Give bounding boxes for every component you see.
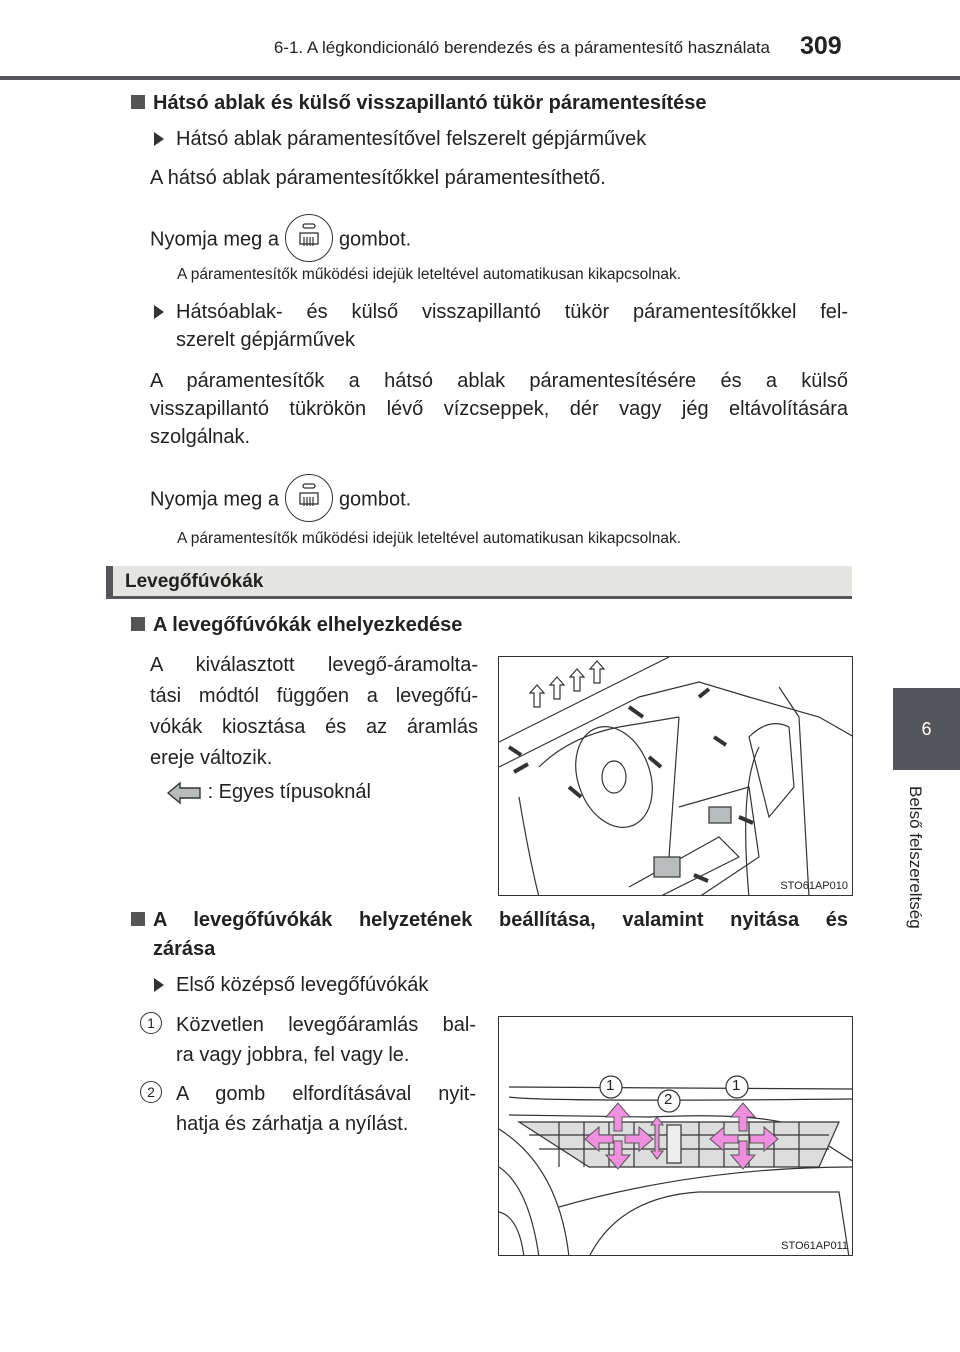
paragraph [150, 650, 478, 774]
text-line: visszapillantó tükrökön lévő vízcseppek, dér vagy jég eltávolítására [150, 398, 848, 420]
page-number: 309 [800, 32, 842, 60]
press-instruction [150, 476, 411, 524]
section-heading [131, 906, 848, 964]
figure-code: STO61AP010 [780, 880, 848, 892]
text-line: hatja és zárhatja a nyílást. [176, 1113, 409, 1135]
section-title: Levegőfúvókák [125, 571, 264, 592]
section-heading [131, 614, 462, 637]
numbered-item [147, 1079, 476, 1139]
callout-1: 1 [732, 1077, 741, 1094]
numbered-item [147, 1010, 476, 1070]
center-vents-illustration [499, 1017, 853, 1256]
text-line: A páramentesítők a hátsó ablak páramentesítésére és a külső [150, 370, 848, 392]
chapter-label: Belső felszereltség [906, 786, 925, 929]
paragraph [150, 367, 848, 451]
subheading-text: Hátsóablak- és külső visszapillantó tükör páramentesítőkkel fel- [176, 301, 848, 323]
subheading [176, 298, 848, 354]
number-badge: 2 [140, 1081, 162, 1103]
heading-text: Hátsó ablak és külső visszapillantó tükör páramentesítése [153, 92, 707, 114]
car-interior-illustration [499, 657, 853, 896]
text: gombot. [338, 488, 412, 511]
text-line: szolgálnak. [150, 426, 251, 448]
vent-locations-figure [498, 656, 853, 896]
figure-code: STO61AP011 [781, 1240, 848, 1252]
text-line: ra vagy jobbra, fel vagy le. [176, 1044, 410, 1066]
legend-text: : Egyes típusoknál [207, 781, 371, 803]
triangle-bullet-icon [154, 978, 164, 992]
section-heading [131, 92, 707, 115]
chapter-number: 6 [921, 719, 932, 739]
legend [166, 778, 371, 806]
square-bullet-icon [131, 912, 145, 926]
rear-defogger-button-icon [285, 474, 333, 522]
press-instruction [150, 216, 411, 264]
text: Nyomja meg a [150, 228, 279, 251]
heading-text: A levegőfúvókák elhelyezkedése [153, 614, 463, 636]
header-rule [0, 76, 960, 80]
text-line: ereje változik. [150, 747, 273, 769]
triangle-bullet-icon [154, 132, 164, 146]
callout-1: 1 [606, 1077, 615, 1094]
subheading-text: szerelt gépjárművek [176, 329, 355, 351]
heading-text: zárása [153, 938, 216, 960]
subheading-text: Hátsó ablak páramentesítővel felszerelt gépjárművek [176, 128, 647, 150]
callout-2: 2 [664, 1091, 673, 1108]
chapter-tab[interactable] [893, 688, 960, 770]
number-badge: 1 [140, 1012, 162, 1034]
note: A páramentesítők működési idejük leteltével automatikusan kikapcsolnak. [177, 266, 682, 283]
heading-text: A levegőfúvókák helyzetének beállítása, valamint nyitása és [153, 909, 848, 931]
gray-arrow-icon [166, 781, 202, 805]
note: A páramentesítők működési idejük leteltével automatikusan kikapcsolnak. [177, 530, 682, 547]
square-bullet-icon [131, 617, 145, 631]
center-vents-figure [498, 1016, 853, 1256]
text-line: A gomb elfordításával nyit- [176, 1083, 476, 1105]
triangle-bullet-icon [154, 305, 164, 319]
text-line: Közvetlen levegőáramlás bal- [176, 1014, 476, 1036]
subheading [176, 971, 428, 999]
chapter-header: 6-1. A légkondicionáló berendezés és a páramentesítő használata [273, 38, 770, 57]
text-line: vókák kiosztása és az áramlás [150, 716, 478, 738]
text: gombot. [338, 228, 412, 251]
text: Nyomja meg a [150, 488, 279, 511]
text-line: A kiválasztott levegő-áramolta- [150, 654, 478, 676]
paragraph: A hátsó ablak páramentesítőkkel páramentesíthető. [150, 167, 606, 189]
rear-defogger-button-icon [285, 214, 333, 262]
subheading-text: Első középső levegőfúvókák [176, 974, 429, 996]
subheading [176, 125, 646, 153]
text-line: tási módtól függően a levegőfú- [150, 685, 478, 707]
square-bullet-icon [131, 95, 145, 109]
section-title-bar [106, 566, 852, 599]
